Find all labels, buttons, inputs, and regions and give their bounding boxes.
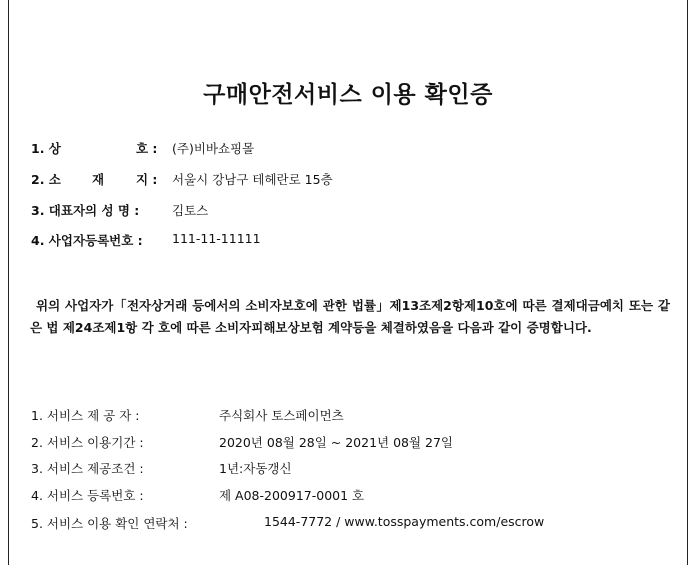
- field-label-address-end: 지 :: [136, 172, 158, 187]
- certification-statement: [30, 295, 670, 339]
- service-label-period: 2. 서비스 이용기간 :: [31, 435, 144, 450]
- service-label-registration: 4. 서비스 등록번호 :: [31, 488, 144, 503]
- field-value-business-number: 111-11-11111: [172, 231, 261, 246]
- service-value-conditions: 1년:자동갱신: [219, 461, 292, 476]
- field-label-representative: 3. 대표자의 성 명 :: [31, 203, 140, 218]
- service-label-conditions: 3. 서비스 제공조건 :: [31, 461, 144, 476]
- service-value-registration: 제 A08-200917-0001 호: [219, 488, 365, 503]
- service-value-provider: 주식회사 토스페이먼츠: [219, 408, 344, 423]
- field-value-company-name: (주)비바쇼핑몰: [172, 141, 255, 156]
- service-value-contact: 1544-7772 / www.tosspayments.com/escrow: [264, 514, 545, 529]
- field-label-company-name-end: 호 :: [136, 141, 158, 156]
- service-label-contact: 5. 서비스 이용 확인 연락처 :: [31, 516, 188, 531]
- field-label-address-mid: 재: [92, 172, 105, 187]
- service-label-provider: 1. 서비스 제 공 자 :: [31, 408, 140, 423]
- field-value-representative: 김토스: [172, 203, 209, 218]
- field-label-address: 2. 소: [31, 172, 61, 187]
- field-value-address: 서울시 강남구 테헤란로 15층: [172, 172, 333, 187]
- field-label-business-number: 4. 사업자등록번호 :: [31, 233, 143, 248]
- field-label-company-name: 1. 상: [31, 141, 61, 156]
- certification-statement-text: 위의 사업자가「전자상거래 등에서의 소비자보호에 관한 법률」제13조제2항제10호에 따른 결제대금예치 또는 같은 법 제24조제1항 각 호에 따른 소비자피해보상보험 계약등을 체결하였음을 다음과 같이 증명합니다.: [30, 298, 670, 335]
- document-title: 구매안전서비스 이용 확인증: [203, 82, 493, 108]
- service-value-period: 2020년 08월 28일 ~ 2021년 08월 27일: [219, 435, 454, 450]
